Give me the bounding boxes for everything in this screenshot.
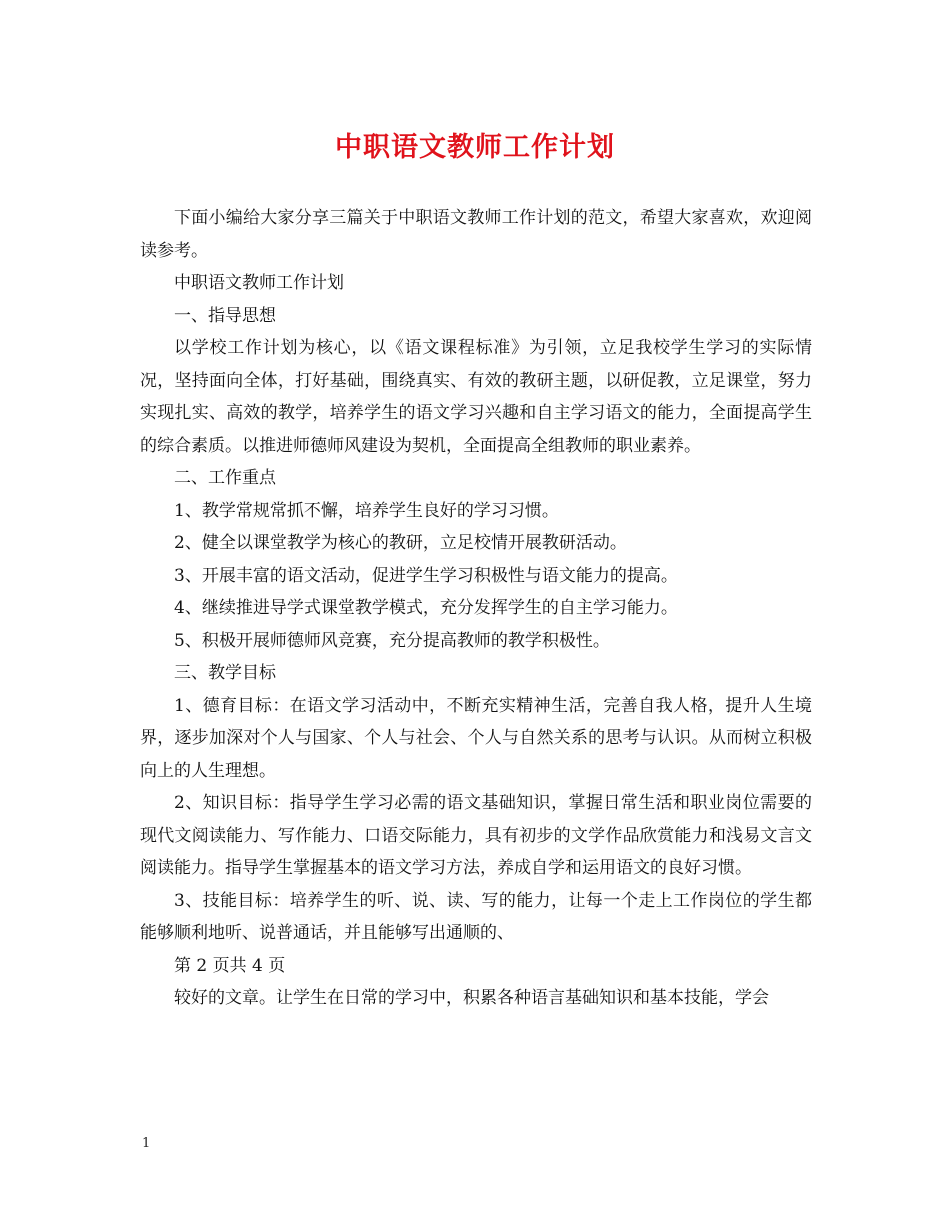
- document-title: 中职语文教师工作计划: [335, 132, 615, 163]
- page-number: 1: [142, 1136, 151, 1151]
- section-heading-guiding-thought: 一、指导思想: [174, 305, 276, 326]
- paragraph-guiding-thought: 以学校工作计划为核心，以《语文课程标准》为引领，立足我校学生学习的实际情况，坚持面向全体，打好基础，围绕真实、有效的教研主题，以研促教，立足课堂，努力实现扎实、高效的教学，培养学生的语文学习兴趣和自主学习语文的能力，全面提高学生的综合素质。以推进师德师风建设为契机，全面提高全组教师的职业素养。: [140, 338, 812, 456]
- list-item-work-focus-4: 4、继续推进导学式课堂教学模式，充分发挥学生的自主学习能力。: [174, 598, 678, 618]
- section-heading-teaching-goals: 三、教学目标: [174, 663, 276, 683]
- list-item-work-focus-2: 2、健全以课堂教学为核心的教研，立足校情开展教研活动。: [174, 533, 627, 553]
- paragraph-subtitle: 中职语文教师工作计划: [174, 273, 344, 293]
- paragraph-skill-goal: 3、技能目标：培养学生的听、说、读、写的能力，让每一个走上工作岗位的学生都能够顺利地听、说普通话，并且能够写出通顺的、: [140, 890, 812, 943]
- list-item-work-focus-3: 3、开展丰富的语文活动，促进学生学习积极性与语文能力的提高。: [174, 565, 678, 586]
- paragraph-moral-goal: 1、德育目标：在语文学习活动中，不断充实精神生活，完善自我人格，提升人生境界，逐步加深对个人与国家、个人与社会、个人与自然关系的思考与认识。从而树立积极向上的人生理想。: [140, 695, 812, 781]
- document-body: [140, 202, 812, 1015]
- paragraph-intro: 下面小编给大家分享三篇关于中职语文教师工作计划的范文，希望大家喜欢，欢迎阅读参考。: [140, 208, 812, 261]
- list-item-work-focus-5: 5、积极开展师德师风竞赛，充分提高教师的教学积极性。: [174, 630, 610, 651]
- paragraph-continuation: 较好的文章。让学生在日常的学习中，积累各种语言基础知识和基本技能，学会: [174, 988, 769, 1008]
- list-item-work-focus-1: 1、教学常规常抓不懈，培养学生良好的学习习惯。: [174, 500, 559, 521]
- section-heading-work-focus: 二、工作重点: [174, 468, 276, 488]
- paragraph-knowledge-goal: 2、知识目标：指导学生学习必需的语文基础知识，掌握日常生活和职业岗位需要的现代文阅读能力、写作能力、口语交际能力，具有初步的文学作品欣赏能力和浅易文言文阅读能力。指导学生掌握基本的语文学习方法，养成自学和运用语文的良好习惯。: [140, 793, 812, 878]
- inline-page-marker: 第 2 页共 4 页: [174, 955, 286, 976]
